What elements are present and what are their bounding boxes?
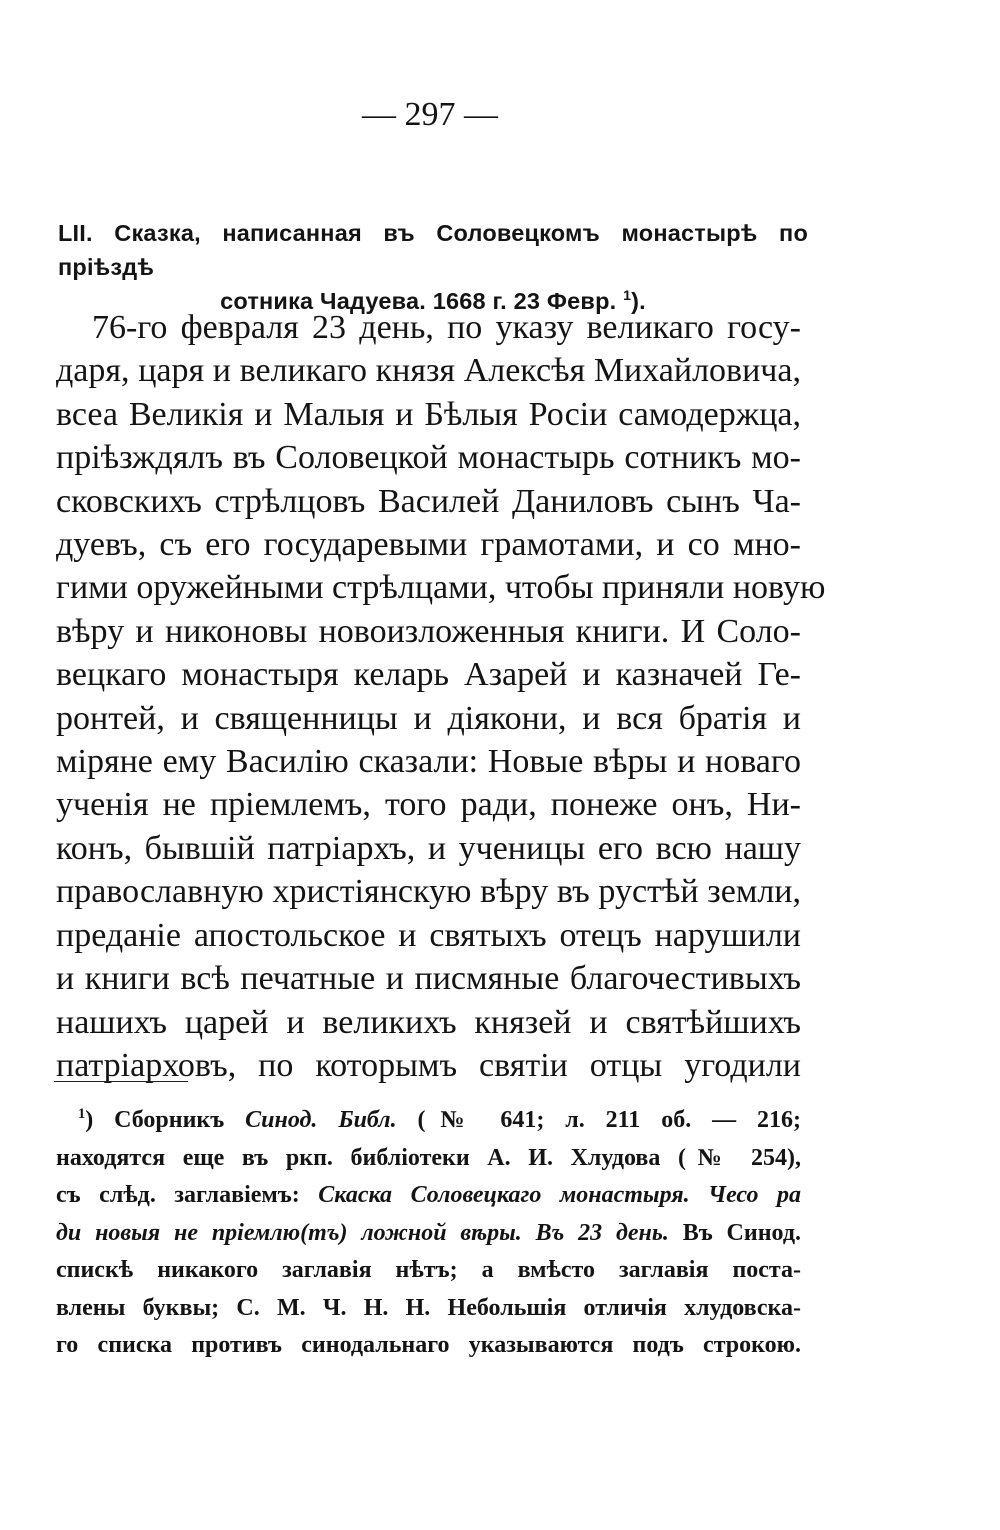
heading-line-2-text: сотника Чадуева. 1668 г. 23 Февр. xyxy=(220,288,624,314)
body-text xyxy=(56,306,826,1087)
footnote-reference: 1 xyxy=(623,287,632,304)
body-line: 76-го февраля 23 день, по указу великаго госу- xyxy=(92,309,801,346)
footnote-text: съ слѣд. заглавіемъ: xyxy=(56,1182,319,1208)
body-line: нашихъ царей и великихъ князей и святѣйшихъ xyxy=(56,1003,801,1041)
footnote-italic: Синод. Библ. xyxy=(245,1107,397,1133)
footnote-line: влены буквы; С. М. Ч. Н. Н. Небольшія отличія хлудовска- xyxy=(56,1294,801,1321)
footnote-marker: 1 xyxy=(78,1106,86,1122)
body-line: дуевъ, съ его государевыми грамотами, и со мно- xyxy=(56,526,801,564)
footnote-text: Въ Синод. xyxy=(668,1219,801,1246)
page-number: — 297 — xyxy=(362,96,498,133)
heading-line-1: LII. Сказка, написанная въ Соловецкомъ монастырѣ по пріѣздѣ xyxy=(58,220,808,280)
footnote-line: находятся еще въ ркп. библіотеки А. И. Хлудова (№ 254), xyxy=(56,1144,801,1171)
body-line: сковскихъ стрѣлцовъ Василей Даниловъ сынъ Ча- xyxy=(56,482,801,520)
body-line: преданіе апостольское и святыхъ отецъ нарушили xyxy=(56,916,801,954)
body-line: всеа Великія и Малыя и Бѣлыя Росіи самодержца, xyxy=(56,395,801,433)
footnote-line: го списка противъ синодальнаго указываются подъ строкою. xyxy=(56,1332,801,1358)
heading-line-2-end: ). xyxy=(631,288,646,314)
body-line: православную христіянскую вѣру въ рустѣй земли, xyxy=(56,873,801,911)
body-line: вѣру и никоновы новоизложенныя книги. И Соло- xyxy=(56,612,801,650)
body-line: пріѣзждялъ въ Соловецкой монастырь сотникъ мо- xyxy=(56,439,801,477)
footnote-line: спискѣ никакого заглавія нѣтъ; а вмѣсто заглавія поста- xyxy=(56,1257,801,1283)
footnote-text: (№ 641; л. 211 об. — 216; xyxy=(396,1107,801,1133)
footnote-line xyxy=(56,1177,801,1215)
footnote-text: ) Сборникъ xyxy=(85,1107,246,1133)
body-line: конъ, бывшій патріархъ, и ученицы его всю нашу xyxy=(56,829,801,867)
footnote-divider xyxy=(54,1081,188,1082)
body-line: вецкаго монастыря келарь Азарей и казначей Ге- xyxy=(56,656,801,694)
footnote-italic: Скаска Соловецкаго монастыря. Чесо ра xyxy=(318,1182,801,1208)
footnote-line xyxy=(56,1215,801,1253)
footnote xyxy=(56,1102,801,1365)
body-line: міряне ему Василію сказали: Новые вѣры и новаго xyxy=(56,743,801,781)
body-line: гими оружейными стрѣлцами, чтобы приняли новую xyxy=(56,569,826,607)
footnote-line xyxy=(56,1102,801,1140)
body-line: даря, царя и великаго князя Алексѣя Михайловича, xyxy=(56,352,801,390)
body-line: ронтей, и священницы и діякони, и вся братія и xyxy=(56,699,801,737)
body-line: патріарховъ, по которымъ святіи отцы угодили xyxy=(56,1046,801,1084)
footnote-italic: ди новыя не пріемлю(тъ) ложной вѣры. Въ 23 день. xyxy=(56,1219,669,1246)
section-heading xyxy=(58,216,808,318)
body-line: ученія не пріемлемъ, того ради, понеже онъ, Ни- xyxy=(56,786,801,824)
body-line: и книги всѣ печатные и писмяные благочестивыхъ xyxy=(56,960,801,998)
